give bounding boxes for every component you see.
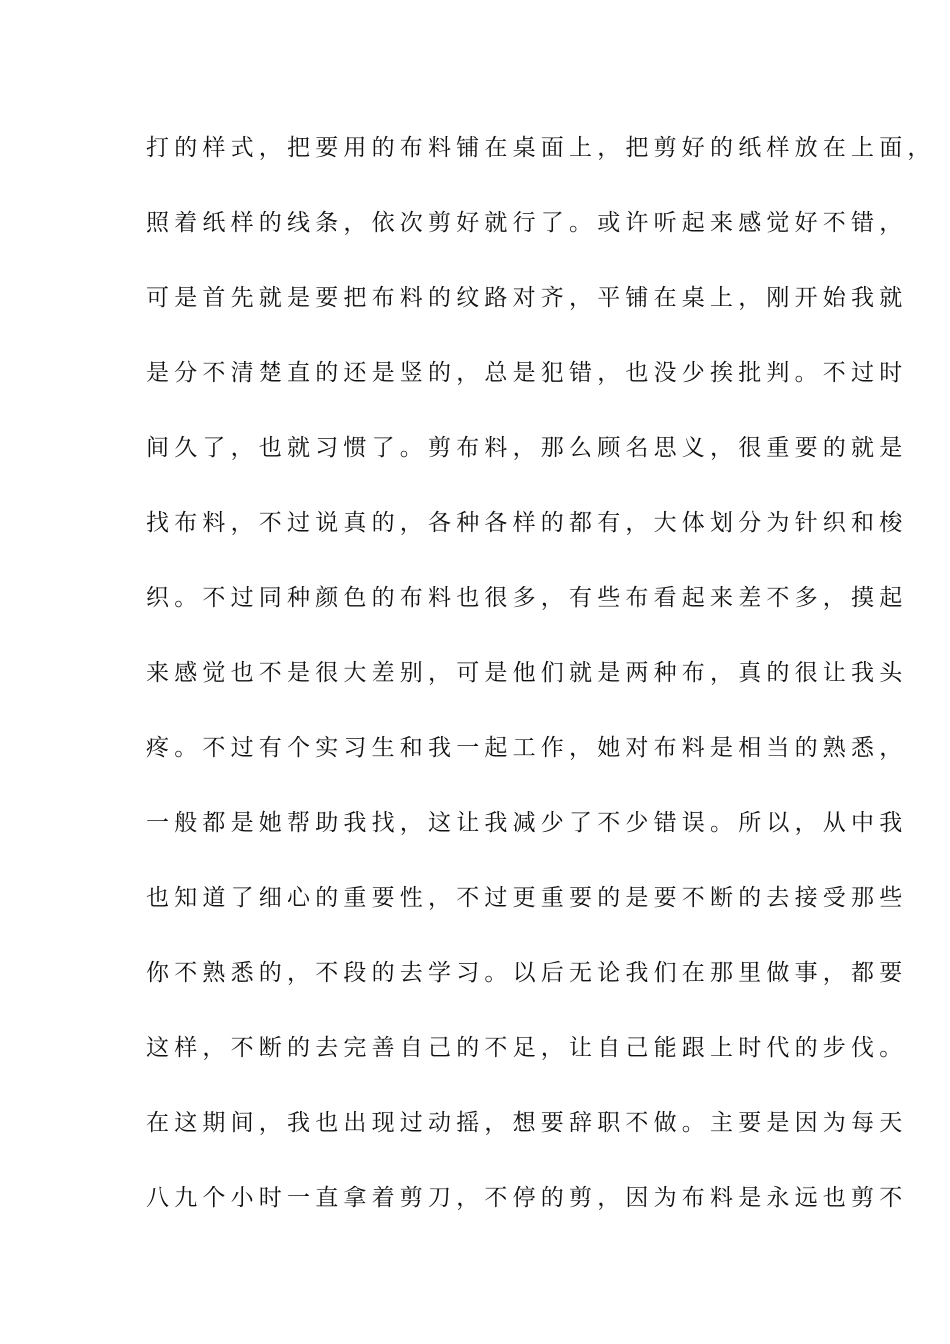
text-line: 你不熟悉的，不段的去学习。以后无论我们在那里做事，都要 [146,960,908,986]
text-line: 照着纸样的线条，依次剪好就行了。或许听起来感觉好不错， [146,210,908,236]
text-line: 这样，不断的去完善自己的不足，让自己能跟上时代的步伐。 [146,1035,908,1061]
text-line: 八九个小时一直拿着剪刀，不停的剪，因为布料是永远也剪不 [146,1185,908,1211]
text-line: 找布料，不过说真的，各种各样的都有，大体划分为针织和梭 [146,510,908,536]
text-line: 也知道了细心的重要性，不过更重要的是要不断的去接受那些 [146,885,908,911]
body-text [146,128,936,1253]
text-line: 织。不过同种颜色的布料也很多，有些布看起来差不多，摸起 [146,585,908,611]
text-line: 一般都是她帮助我找，这让我减少了不少错误。所以，从中我 [146,810,908,836]
text-line: 可是首先就是要把布料的纹路对齐，平铺在桌上，刚开始我就 [146,285,908,311]
text-line: 来感觉也不是很大差别，可是他们就是两种布，真的很让我头 [146,660,908,686]
text-line: 疼。不过有个实习生和我一起工作，她对布料是相当的熟悉， [146,735,908,761]
text-line: 间久了，也就习惯了。剪布料，那么顾名思义，很重要的就是 [146,435,908,461]
text-line: 打的样式，把要用的布料铺在桌面上，把剪好的纸样放在上面， [146,135,936,161]
text-line: 在这期间，我也出现过动摇，想要辞职不做。主要是因为每天 [146,1110,908,1136]
text-line: 是分不清楚直的还是竖的，总是犯错，也没少挨批判。不过时 [146,360,908,386]
